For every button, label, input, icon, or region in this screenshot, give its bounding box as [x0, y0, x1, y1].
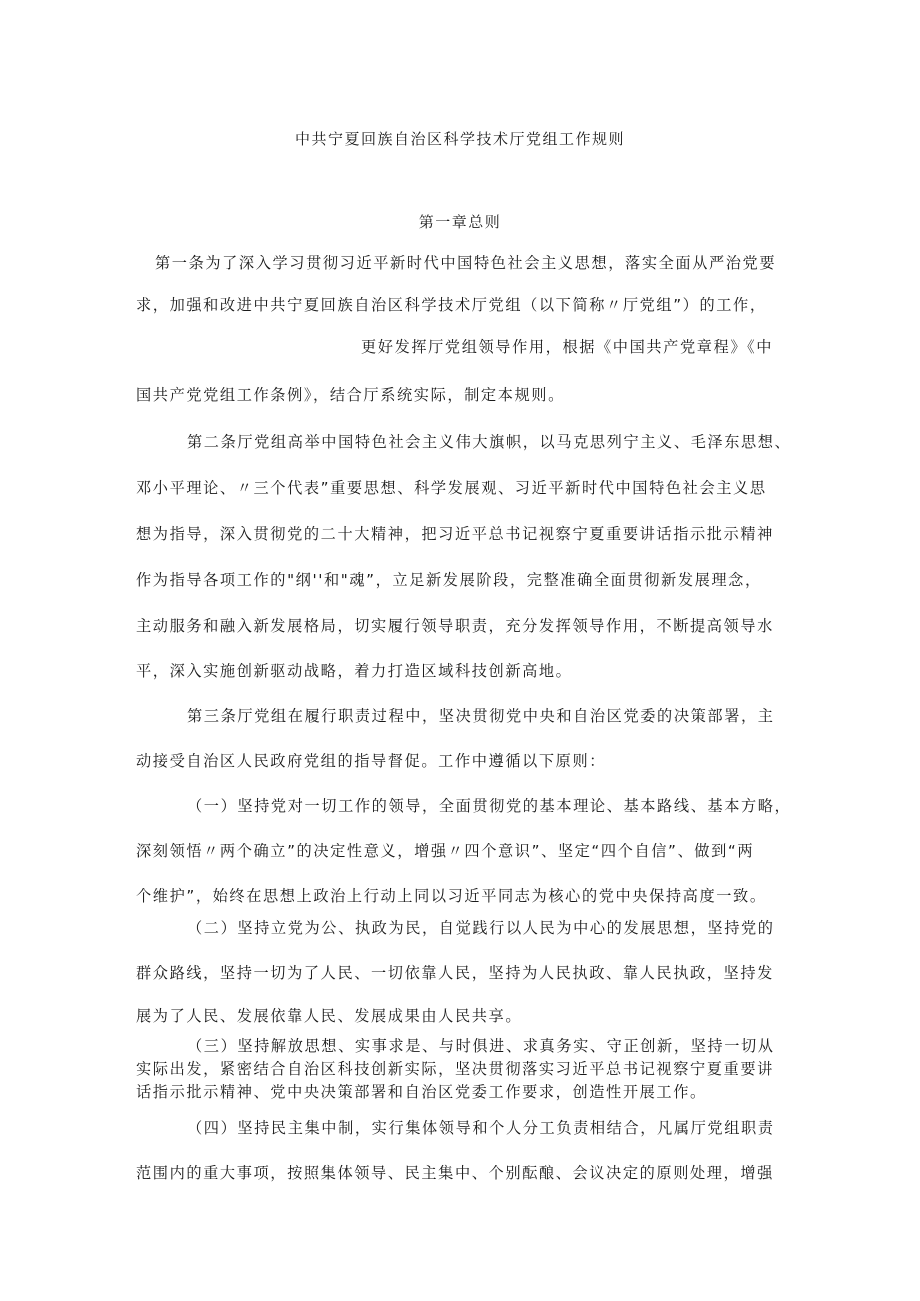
- body-text-line: 深刻领悟〃两个确立”的决定性意义，增强〃四个意识”、坚定“四个自信”、做到“两: [136, 842, 755, 860]
- body-text-line: 平，深入实施创新驱动战略，着力打造区域科技创新高地。: [136, 662, 573, 680]
- body-text-line: 展为了人民、发展依靠人民、发展成果由人民共享。: [136, 1007, 523, 1025]
- body-text-line: 邓小平理论、〃三个代表”重要思想、科学发展观、习近平新时代中国特色社会主义思: [136, 479, 767, 497]
- body-text-line: 第二条厅党组高举中国特色社会主义伟大旗帜，以马克思列宁主义、毛泽东思想、: [187, 433, 792, 451]
- body-text-line: 个维护”，始终在思想上政治上行动上同以习近平同志为核心的党中央保持高度一致。: [136, 887, 767, 905]
- body-text-line: （一）坚持党对一切工作的领导，全面贯彻党的基本理论、基本路线、基本方略，: [187, 797, 792, 815]
- body-text-line: 求，加强和改进中共宁夏回族自治区科学技术厅党组（以下简称〃厅党组”）的工作，: [136, 296, 767, 314]
- body-text-line: 主动服务和融入新发展格局，切实履行领导职责，充分发挥领导作用，不断提高领导水: [136, 617, 774, 635]
- document-title: 中共宁夏回族自治区科学技术厅党组工作规则: [294, 130, 625, 148]
- body-text-line: 第一条为了深入学习贯彻习近平新时代中国特色社会主义思想，落实全面从严治党要: [155, 254, 777, 272]
- body-text-line: 话指示批示精神、党中央决策部署和自治区党委工作要求，创造性开展工作。: [136, 1083, 707, 1101]
- chapter-title: 第一章总则: [418, 213, 502, 231]
- body-text-line: 动接受自治区人民政府党组的指导督促。工作中遵循以下原则：: [136, 752, 607, 770]
- body-text-line: 实际出发，紧密结合自治区科技创新实际，坚决贯彻落实习近平总书记视察宁夏重要讲: [136, 1060, 774, 1078]
- body-text-line: （四）坚持民主集中制，实行集体领导和个人分工负责相结合，凡属厅党组职责: [187, 1119, 775, 1137]
- body-text-line: （二）坚持立党为公、执政为民，自觉践行以人民为中心的发展思想，坚持党的: [187, 919, 775, 937]
- body-text-line: 作为指导各项工作的"纲''和"魂”，立足新发展阶段，完整准确全面贯彻新发展理念，: [136, 571, 762, 589]
- body-text-line: 群众路线，坚持一切为了人民、一切依靠人民，坚持为人民执政、靠人民执政，坚持发: [136, 964, 774, 982]
- body-text-line: 想为指导，深入贯彻党的二十大精神，把习近平总书记视察宁夏重要讲话指示批示精神: [136, 525, 774, 543]
- body-text-line: 国共产党党组工作条例》，结合厅系统实际，制定本规则。: [136, 386, 565, 404]
- body-text-line: 第三条厅党组在履行职责过程中，坚决贯彻党中央和自治区党委的决策部署，主: [187, 707, 775, 725]
- body-text-line: 更好发挥厅党组领导作用，根据《中国共产党章程》《中: [361, 338, 774, 356]
- body-text-line: 范围内的重大事项，按照集体领导、民主集中、个别酝酿、会议决定的原则处理，增强: [136, 1164, 774, 1182]
- body-text-line: （三）坚持解放思想、实事求是、与时俱进、求真务实、守正创新，坚持一切从: [187, 1037, 775, 1055]
